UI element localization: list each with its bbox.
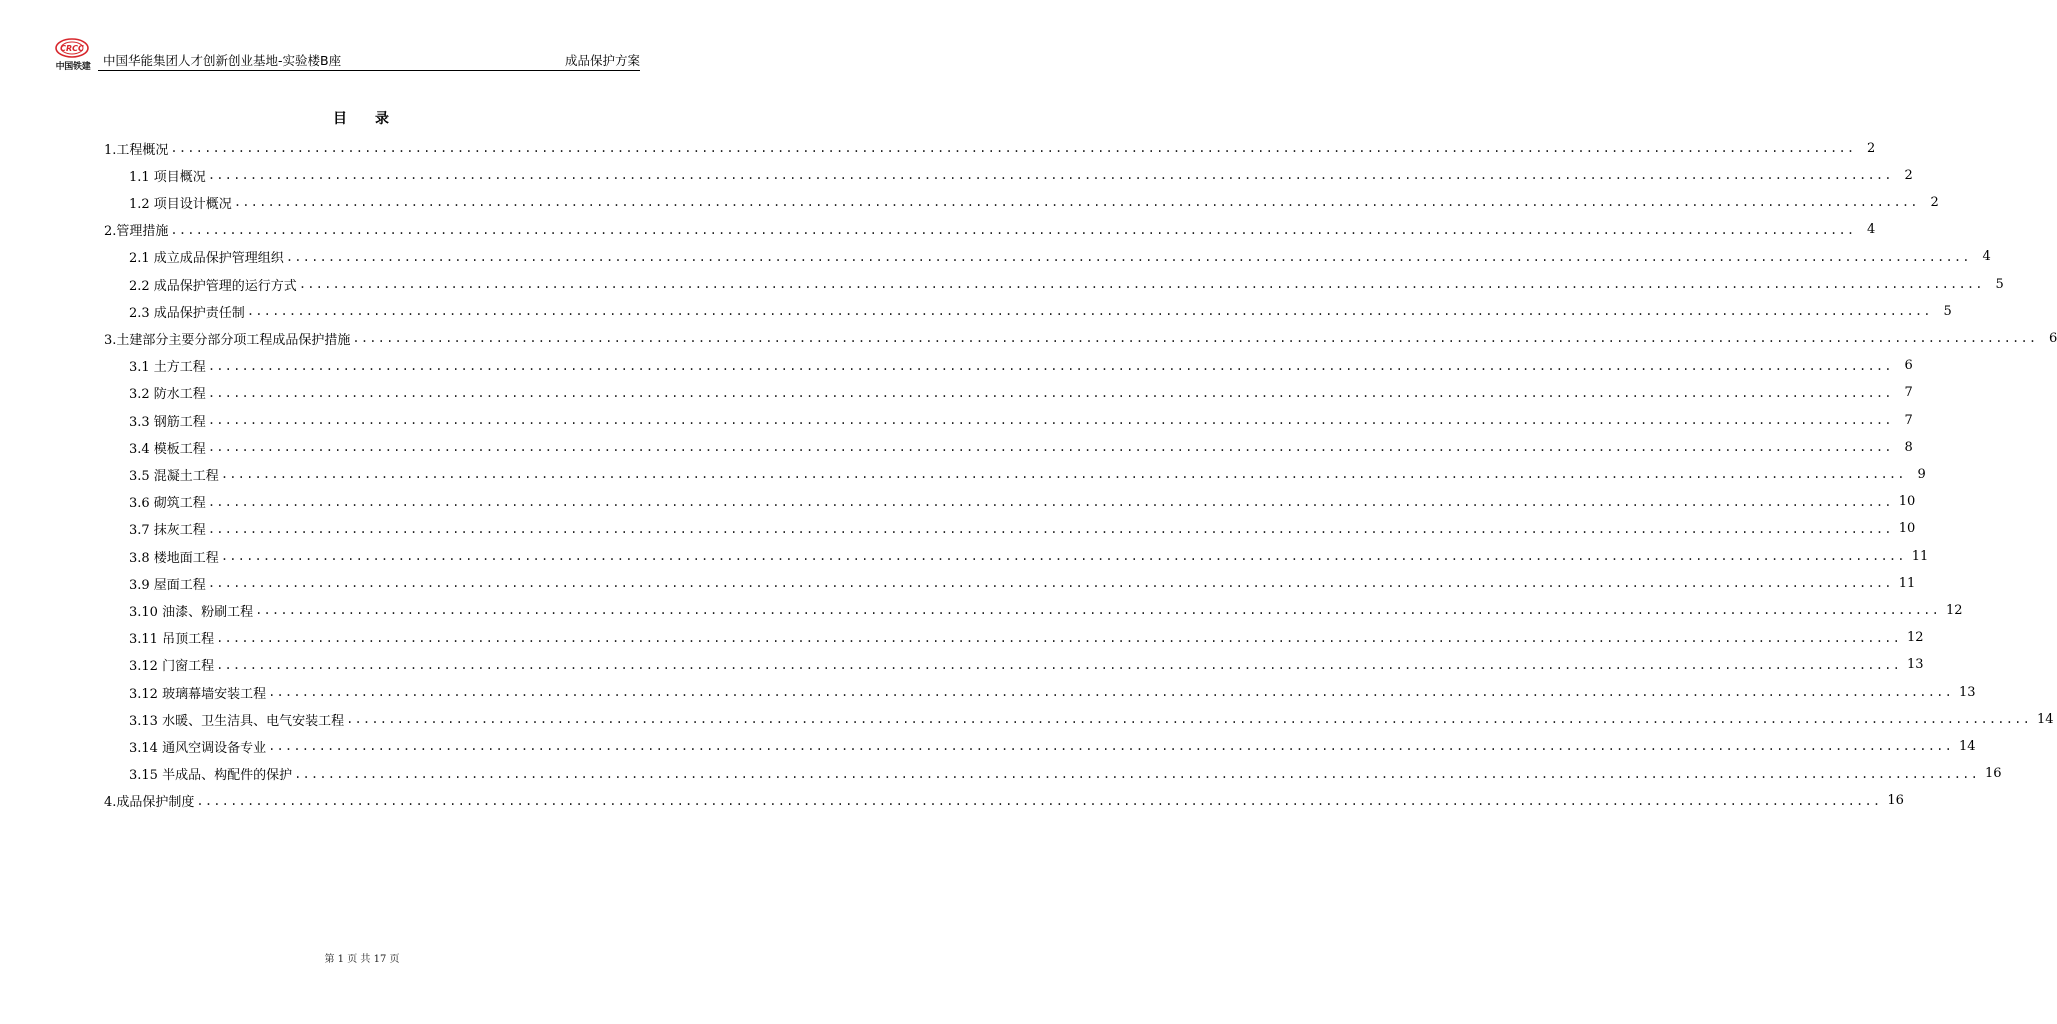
toc-entry-label: 2.3 成品保护责任制	[129, 305, 245, 321]
toc-entry-page: 2	[1904, 167, 1913, 183]
toc-entry-page: 11	[1911, 548, 1929, 564]
toc-dot-leader: ........................................................................................................................................................................................................	[207, 358, 1893, 373]
toc-entry-label: 3.土建部分主要分部分项工程成品保护措施	[104, 332, 351, 348]
toc-entry[interactable]	[129, 515, 1916, 543]
toc-entry[interactable]	[129, 651, 1924, 679]
toc-entry[interactable]	[129, 488, 1916, 516]
toc-entry-page: 2	[1867, 140, 1876, 156]
toc-entry[interactable]	[129, 678, 1976, 706]
toc-entry[interactable]	[129, 243, 1991, 271]
toc-entry-page: 14	[1959, 738, 1976, 754]
toc-dot-leader: ........................................................................................................................................................................................................	[246, 304, 1932, 319]
toc-dot-leader: ........................................................................................................................................................................................................	[268, 739, 1953, 754]
toc-entry[interactable]	[129, 161, 1913, 189]
toc-dot-leader: ........................................................................................................................................................................................................	[170, 222, 1856, 237]
toc-entry-label: 1.工程概况	[104, 142, 169, 158]
toc-entry-label: 3.4 模板工程	[129, 441, 206, 457]
toc-dot-leader: ........................................................................................................................................................................................................	[207, 168, 1893, 183]
toc-entry-page: 8	[1904, 439, 1913, 455]
toc-entry-page: 7	[1904, 412, 1913, 428]
toc-entry-page: 10	[1898, 521, 1916, 537]
toc-entry[interactable]	[129, 379, 1913, 407]
toc-dot-leader: ........................................................................................................................................................................................................	[352, 331, 2038, 346]
toc-dot-leader: ........................................................................................................................................................................................................	[268, 685, 1953, 699]
toc-entry-label: 1.2 项目设计概况	[129, 196, 232, 212]
toc-entry-label: 3.8 楼地面工程	[129, 550, 219, 566]
toc-entry[interactable]	[129, 188, 1939, 216]
toc-dot-leader: ........................................................................................................................................................................................................	[196, 793, 1882, 808]
toc-entry-page: 6	[2049, 330, 2057, 346]
toc-entry[interactable]	[129, 297, 1952, 325]
toc-entry-page: 6	[1904, 358, 1913, 374]
toc-entry-page: 2	[1930, 194, 1939, 210]
toc-entry-page: 13	[1907, 657, 1924, 673]
toc-dot-leader: ........................................................................................................................................................................................................	[285, 249, 1971, 264]
toc-entry-page: 5	[1943, 303, 1952, 319]
toc-entry[interactable]	[129, 569, 1916, 597]
toc-entry[interactable]	[129, 624, 1924, 652]
toc-entry-page: 4	[1982, 249, 1991, 265]
toc-dot-leader: ........................................................................................................................................................................................................	[170, 141, 1856, 155]
toc-dot-leader: ........................................................................................................................................................................................................	[207, 440, 1893, 455]
toc-dot-leader: ........................................................................................................................................................................................................	[233, 195, 1919, 210]
toc-dot-leader: ........................................................................................................................................................................................................	[220, 467, 1906, 482]
toc-entry-page: 10	[1898, 494, 1916, 510]
crcc-logo	[50, 38, 96, 72]
toc-dot-leader: ........................................................................................................................................................................................................	[220, 549, 1906, 563]
toc-entry-label: 3.7 抹灰工程	[129, 523, 206, 539]
toc-entry[interactable]	[104, 216, 1876, 244]
toc-entry-label: 2.2 成品保护管理的运行方式	[129, 278, 297, 294]
toc-dot-leader: ........................................................................................................................................................................................................	[298, 277, 1984, 291]
toc-entry-page: 13	[1959, 684, 1976, 700]
toc-entry-label: 3.11 吊顶工程	[129, 632, 215, 648]
toc-entry-label: 3.9 屋面工程	[129, 577, 206, 593]
toc-entry[interactable]	[129, 760, 2002, 788]
toc-entry[interactable]	[129, 460, 1926, 488]
toc-entry-label: 1.1 项目概况	[129, 169, 206, 185]
toc-entry-label: 3.12 门窗工程	[129, 659, 215, 675]
toc-entry-page: 7	[1904, 385, 1913, 401]
toc-dot-leader: ........................................................................................................................................................................................................	[207, 385, 1893, 400]
toc-entry-label: 3.13 水暖、卫生洁具、电气安装工程	[129, 713, 345, 729]
toc-dot-leader: ........................................................................................................................................................................................................	[294, 766, 1979, 781]
project-name: 中国华能集团人才创新创业基地-实验楼B座	[103, 53, 342, 68]
page-footer: 第 1 页 共 17 页	[324, 954, 400, 965]
toc-dot-leader: ........................................................................................................................................................................................................	[346, 712, 2031, 727]
toc-dot-leader: ........................................................................................................................................................................................................	[216, 630, 1901, 645]
toc-entry-page: 12	[1946, 602, 1963, 618]
toc-entry-label: 4.成品保护制度	[104, 795, 195, 811]
toc-dot-leader: ........................................................................................................................................................................................................	[255, 603, 1940, 618]
toc-dot-leader: ........................................................................................................................................................................................................	[216, 657, 1901, 672]
toc-entry[interactable]	[104, 324, 2057, 352]
toc-dot-leader: ........................................................................................................................................................................................................	[207, 413, 1893, 427]
toc-dot-leader: ........................................................................................................................................................................................................	[207, 576, 1893, 591]
toc-entry[interactable]	[129, 270, 2004, 298]
toc-entry-label: 3.14 通风空调设备专业	[129, 740, 267, 756]
page-header	[50, 38, 640, 72]
toc-entry[interactable]	[104, 134, 1876, 162]
toc-entry[interactable]	[104, 787, 1904, 815]
toc-entry-page: 4	[1867, 222, 1876, 238]
toc-dot-leader: ........................................................................................................................................................................................................	[207, 521, 1893, 536]
svg-text:CRCC: CRCC	[60, 44, 84, 53]
toc-entry[interactable]	[129, 596, 1963, 624]
toc-heading-char-2: 录	[375, 111, 391, 127]
toc-entry-label: 3.2 防水工程	[129, 387, 206, 403]
toc-entry[interactable]	[129, 542, 1929, 570]
toc-entry-label: 3.3 钢筋工程	[129, 414, 206, 430]
toc-entry-page: 12	[1907, 630, 1924, 646]
toc-entry-page: 16	[1887, 793, 1904, 809]
toc-entry[interactable]	[129, 705, 2054, 733]
toc-entry-page: 16	[1985, 766, 2002, 782]
toc-entry[interactable]	[129, 352, 1913, 380]
toc-heading-char-1: 目	[333, 111, 349, 127]
toc-entry-label: 3.1 土方工程	[129, 360, 206, 376]
header-divider	[98, 70, 640, 71]
toc-entry[interactable]	[129, 433, 1913, 461]
toc-entry-label: 3.15 半成品、构配件的保护	[129, 768, 293, 784]
toc-dot-leader: ........................................................................................................................................................................................................	[207, 494, 1893, 509]
toc-entry-page: 9	[1917, 466, 1926, 482]
toc-entry-label: 3.12 玻璃幕墙安装工程	[129, 686, 267, 702]
toc-entry-page: 11	[1898, 575, 1916, 591]
toc-entry[interactable]	[129, 406, 1913, 434]
crcc-logo-icon	[55, 38, 89, 58]
toc-entry-label: 2.管理措施	[104, 224, 169, 240]
logo-text: 中国铁建	[55, 62, 91, 72]
toc-entry-page: 14	[2037, 711, 2054, 727]
toc-heading	[0, 108, 724, 128]
toc-entry[interactable]	[129, 732, 1976, 760]
toc-entry-label: 2.1 成立成品保护管理组织	[129, 251, 284, 267]
toc-entry-label: 3.5 混凝土工程	[129, 468, 219, 484]
document-title: 成品保护方案	[564, 53, 640, 68]
toc-entry-label: 3.6 砌筑工程	[129, 496, 206, 512]
toc-entry-page: 5	[1995, 276, 2004, 292]
toc-entry-label: 3.10 油漆、粉刷工程	[129, 604, 254, 620]
